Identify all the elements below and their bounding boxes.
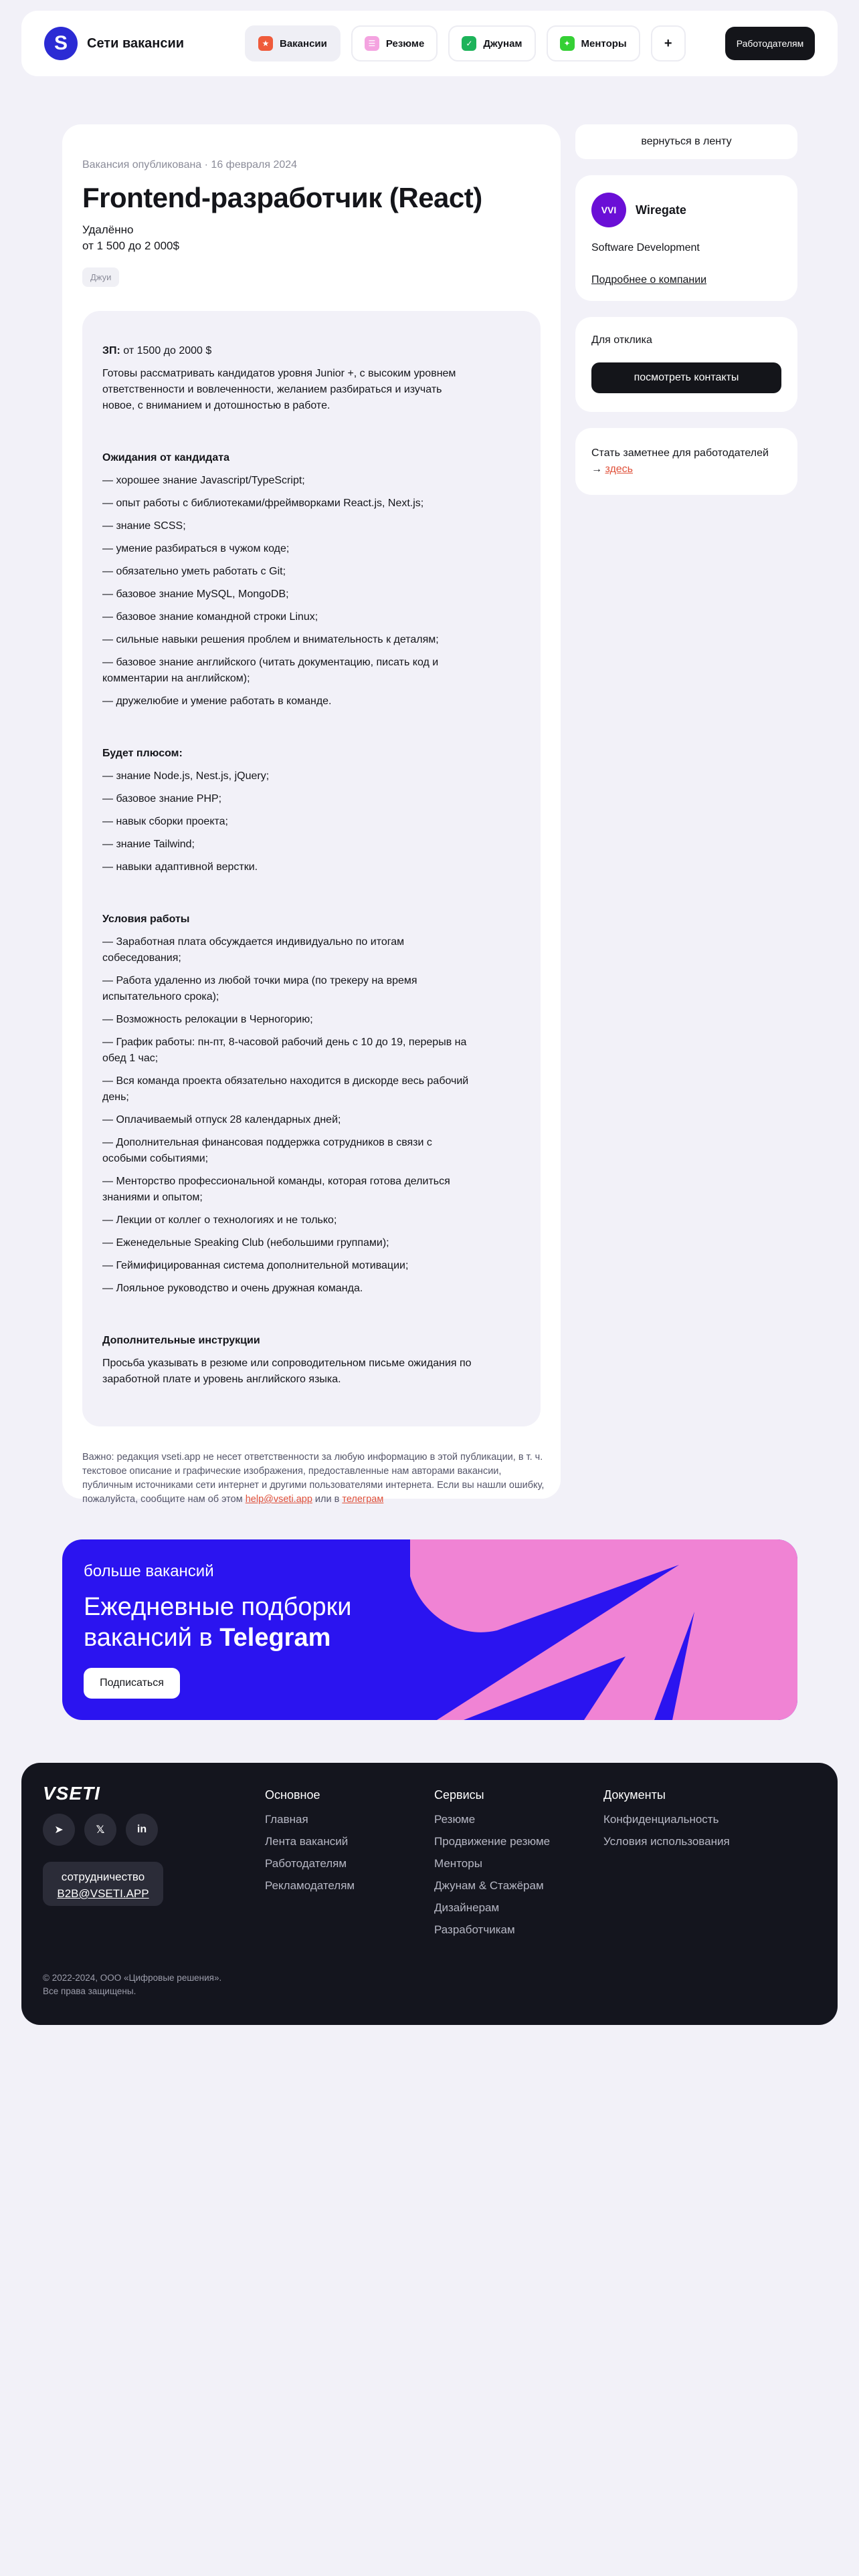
nav-vacancies[interactable] (245, 25, 341, 62)
footer-link[interactable]: Конфиденциальность (603, 1813, 719, 1826)
back-to-feed-button[interactable]: вернуться в ленту (575, 124, 797, 159)
extra-instructions: Просьба указывать в резюме или сопроводительном письме ожидания по заработной плате и уровень английского языка. (102, 1358, 472, 1385)
footer-link[interactable]: Работодателям (265, 1857, 347, 1870)
footer-col-title: Сервисы (434, 1788, 484, 1802)
logo-text: Сети вакансии (87, 35, 185, 51)
footer-link[interactable]: Менторы (434, 1857, 482, 1870)
nav-label: Резюме (385, 37, 425, 49)
nav-label: Менторы (581, 37, 627, 49)
footer-col-services (434, 1788, 550, 1945)
cooperation-box[interactable] (43, 1862, 163, 1906)
apply-label: Для отклика (591, 334, 652, 346)
banner-title-prefix: вакансий в (84, 1624, 220, 1652)
footer-link[interactable]: Джунам & Стажёрам (434, 1879, 544, 1892)
list-item: — сильные навыки решения проблем и внимательность к деталям; (102, 634, 439, 645)
banner-title-line2 (84, 1622, 432, 1653)
star-icon: ★ (258, 36, 273, 51)
vacancy-card (62, 124, 561, 1505)
main-nav (245, 25, 686, 62)
list-item: — знание SCSS; (102, 520, 186, 532)
footer-col-main (265, 1788, 355, 1901)
linkedin-icon[interactable]: in (126, 1814, 158, 1846)
list-item: — навыки адаптивной верстки. (102, 861, 258, 873)
footer-link[interactable]: Рекламодателям (265, 1879, 355, 1892)
salary-label: ЗП: (102, 345, 120, 356)
vacancy-description (82, 311, 541, 1426)
list-item: — График работы: пн-пт, 8-часовой рабочий день с 10 до 19, перерыв на обед 1 час; (102, 1037, 467, 1064)
footer-link[interactable]: Лента вакансий (265, 1835, 349, 1848)
list-item: — хорошее знание Javascript/TypeScript; (102, 475, 305, 486)
nav-juniors[interactable] (448, 25, 535, 62)
social-links (43, 1814, 158, 1846)
cooperation-label: сотрудничество (61, 1870, 145, 1883)
footer-col-documents (603, 1788, 730, 1857)
list-item: — Еженедельные Speaking Club (небольшими группами); (102, 1237, 389, 1249)
footer-link[interactable]: Резюме (434, 1813, 476, 1826)
level-tag: Джуи (82, 267, 119, 287)
footer-col-title: Основное (265, 1788, 320, 1802)
list-item: — базовое знание английского (читать документацию, писать код и комментарии на английском); (102, 657, 439, 684)
visibility-link[interactable]: здесь (605, 463, 634, 475)
copyright-line: Все права защищены. (43, 1986, 136, 1996)
list-item: — базовое знание PHP; (102, 793, 222, 804)
footer-logo[interactable]: VSETI (43, 1783, 100, 1804)
visibility-text: Стать заметнее для работодателей (591, 447, 769, 459)
view-contacts-button[interactable]: посмотреть контакты (591, 362, 781, 393)
salary-value: от 1500 до 2000 $ (120, 345, 212, 356)
subscribe-button[interactable]: Подписаться (84, 1668, 180, 1699)
list-item: — умение разбираться в чужом коде; (102, 543, 290, 554)
vacancy-title: Frontend-разработчик (React) (82, 182, 482, 213)
section-title-pluses: Будет плюсом: (102, 748, 183, 759)
mentor-icon: ✦ (560, 36, 575, 51)
banner-title-telegram: Telegram (219, 1624, 331, 1652)
telegram-icon[interactable]: ➤ (43, 1814, 75, 1846)
site-logo[interactable] (44, 27, 184, 60)
cooperation-email[interactable]: B2B@VSETI.APP (57, 1887, 149, 1900)
disclaimer (82, 1451, 551, 1507)
company-card (575, 175, 797, 301)
list-item: — Менторство профессиональной команды, которая готова делиться знаниями и опытом; (102, 1176, 450, 1203)
published-date: Вакансия опубликована · 16 февраля 2024 (82, 159, 298, 171)
work-format: Удалённо (82, 223, 134, 236)
disclaimer-or: или в (312, 1494, 343, 1505)
list-item: — Оплачиваемый отпуск 28 календарных дней; (102, 1114, 341, 1125)
footer-link[interactable]: Разработчикам (434, 1923, 515, 1936)
list-item: — Лояльное руководство и очень дружная команда. (102, 1283, 363, 1294)
section-title-expectations: Ожидания от кандидата (102, 452, 229, 463)
resume-icon: ☰ (365, 36, 379, 51)
list-item: — Геймифицированная система дополнительной мотивации; (102, 1260, 409, 1271)
list-item: — базовое знание командной строки Linux; (102, 611, 318, 623)
footer-link[interactable]: Главная (265, 1813, 308, 1826)
list-item: — Лекции от коллег о технологиях и не только; (102, 1214, 337, 1226)
nav-label: Джунам (483, 37, 522, 49)
company-header (591, 193, 781, 227)
nav-label: Вакансии (280, 37, 327, 49)
section-title-conditions: Условия работы (102, 914, 190, 925)
list-item: — опыт работы с библиотеками/фреймворками React.js, Next.js; (102, 498, 424, 509)
nav-mentors[interactable] (547, 25, 640, 62)
pluses-list (102, 768, 520, 875)
footer-link[interactable]: Условия использования (603, 1835, 730, 1848)
company-logo: VVI (591, 193, 626, 227)
telegram-banner (62, 1539, 797, 1720)
nav-resume[interactable] (351, 25, 438, 62)
list-item: — знание Tailwind; (102, 839, 195, 850)
visibility-card (575, 428, 797, 495)
logo-mark: S (44, 27, 78, 60)
expectations-list (102, 473, 520, 710)
list-item: — дружелюбие и умение работать в команде. (102, 695, 332, 707)
list-item: — Дополнительная финансовая поддержка сотрудников в связи с особыми событиями; (102, 1137, 432, 1164)
section-title-extra: Дополнительные инструкции (102, 1335, 260, 1346)
x-icon[interactable]: 𝕏 (84, 1814, 116, 1846)
list-item: — обязательно уметь работать с Git; (102, 566, 286, 577)
salary-range: от 1 500 до 2 000$ (82, 239, 179, 252)
footer-link[interactable]: Продвижение резюме (434, 1835, 551, 1848)
top-header (21, 11, 838, 76)
copyright-line: © 2022-2024, ООО «Цифровые решения». (43, 1973, 222, 1983)
footer-link[interactable]: Дизайнерам (434, 1901, 500, 1914)
conditions-list (102, 934, 520, 1297)
footer-col-title: Документы (603, 1788, 666, 1802)
arrow-icon: → (591, 463, 605, 475)
banner-title-line1: Ежедневные подборки (84, 1593, 352, 1621)
banner-kicker: больше вакансий (84, 1562, 214, 1580)
list-item: — Работа удаленно из любой точки мира (по трекеру на время испытательного срока); (102, 975, 417, 1002)
apply-card (575, 317, 797, 412)
help-email-link[interactable]: help@vseti.app (245, 1494, 312, 1505)
more-button[interactable]: + (651, 25, 686, 62)
list-item: — базовое знание MySQL, MongoDB; (102, 588, 289, 600)
copyright (43, 1971, 221, 1998)
telegram-link[interactable]: телеграм (342, 1494, 384, 1505)
list-item: — Возможность релокации в Черногорию; (102, 1014, 313, 1025)
company-details-link[interactable]: Подробнее о компании (591, 274, 707, 286)
disclaimer-text: Важно: редакция vseti.app не несет ответственности за любую информацию в этой публикации, в т. ч. текстовое описание и графические изображения, предоставленные нам авторами вакансии, публичным источниками сети интернет и другими пользователями интернета. Если вы нашли ошибку, пожалуйста, сообщите нам об этом (82, 1452, 545, 1505)
visibility-link-line (591, 461, 781, 477)
list-item: — Заработная плата обсуждается индивидуально по итогам собеседования; (102, 936, 405, 964)
intro-text: Готовы рассматривать кандидатов уровня Junior +, с высоким уровнем ответственности и вовлеченности, желанием разбираться и изучать новое, с вниманием и дотошностью в работе. (102, 368, 456, 411)
salary-line (102, 343, 477, 359)
employers-button[interactable]: Работодателям (725, 27, 815, 60)
company-category: Software Development (591, 242, 700, 253)
banner-title (84, 1592, 432, 1653)
list-item: — навык сборки проекта; (102, 816, 228, 827)
site-footer (21, 1763, 838, 2025)
junior-icon: ✓ (462, 36, 476, 51)
banner-pink-shape (410, 1539, 797, 1720)
list-item: — знание Node.js, Nest.js, jQuery; (102, 770, 270, 782)
company-name: Wiregate (636, 203, 686, 217)
list-item: — Вся команда проекта обязательно находится в дискорде весь рабочий день; (102, 1075, 469, 1103)
